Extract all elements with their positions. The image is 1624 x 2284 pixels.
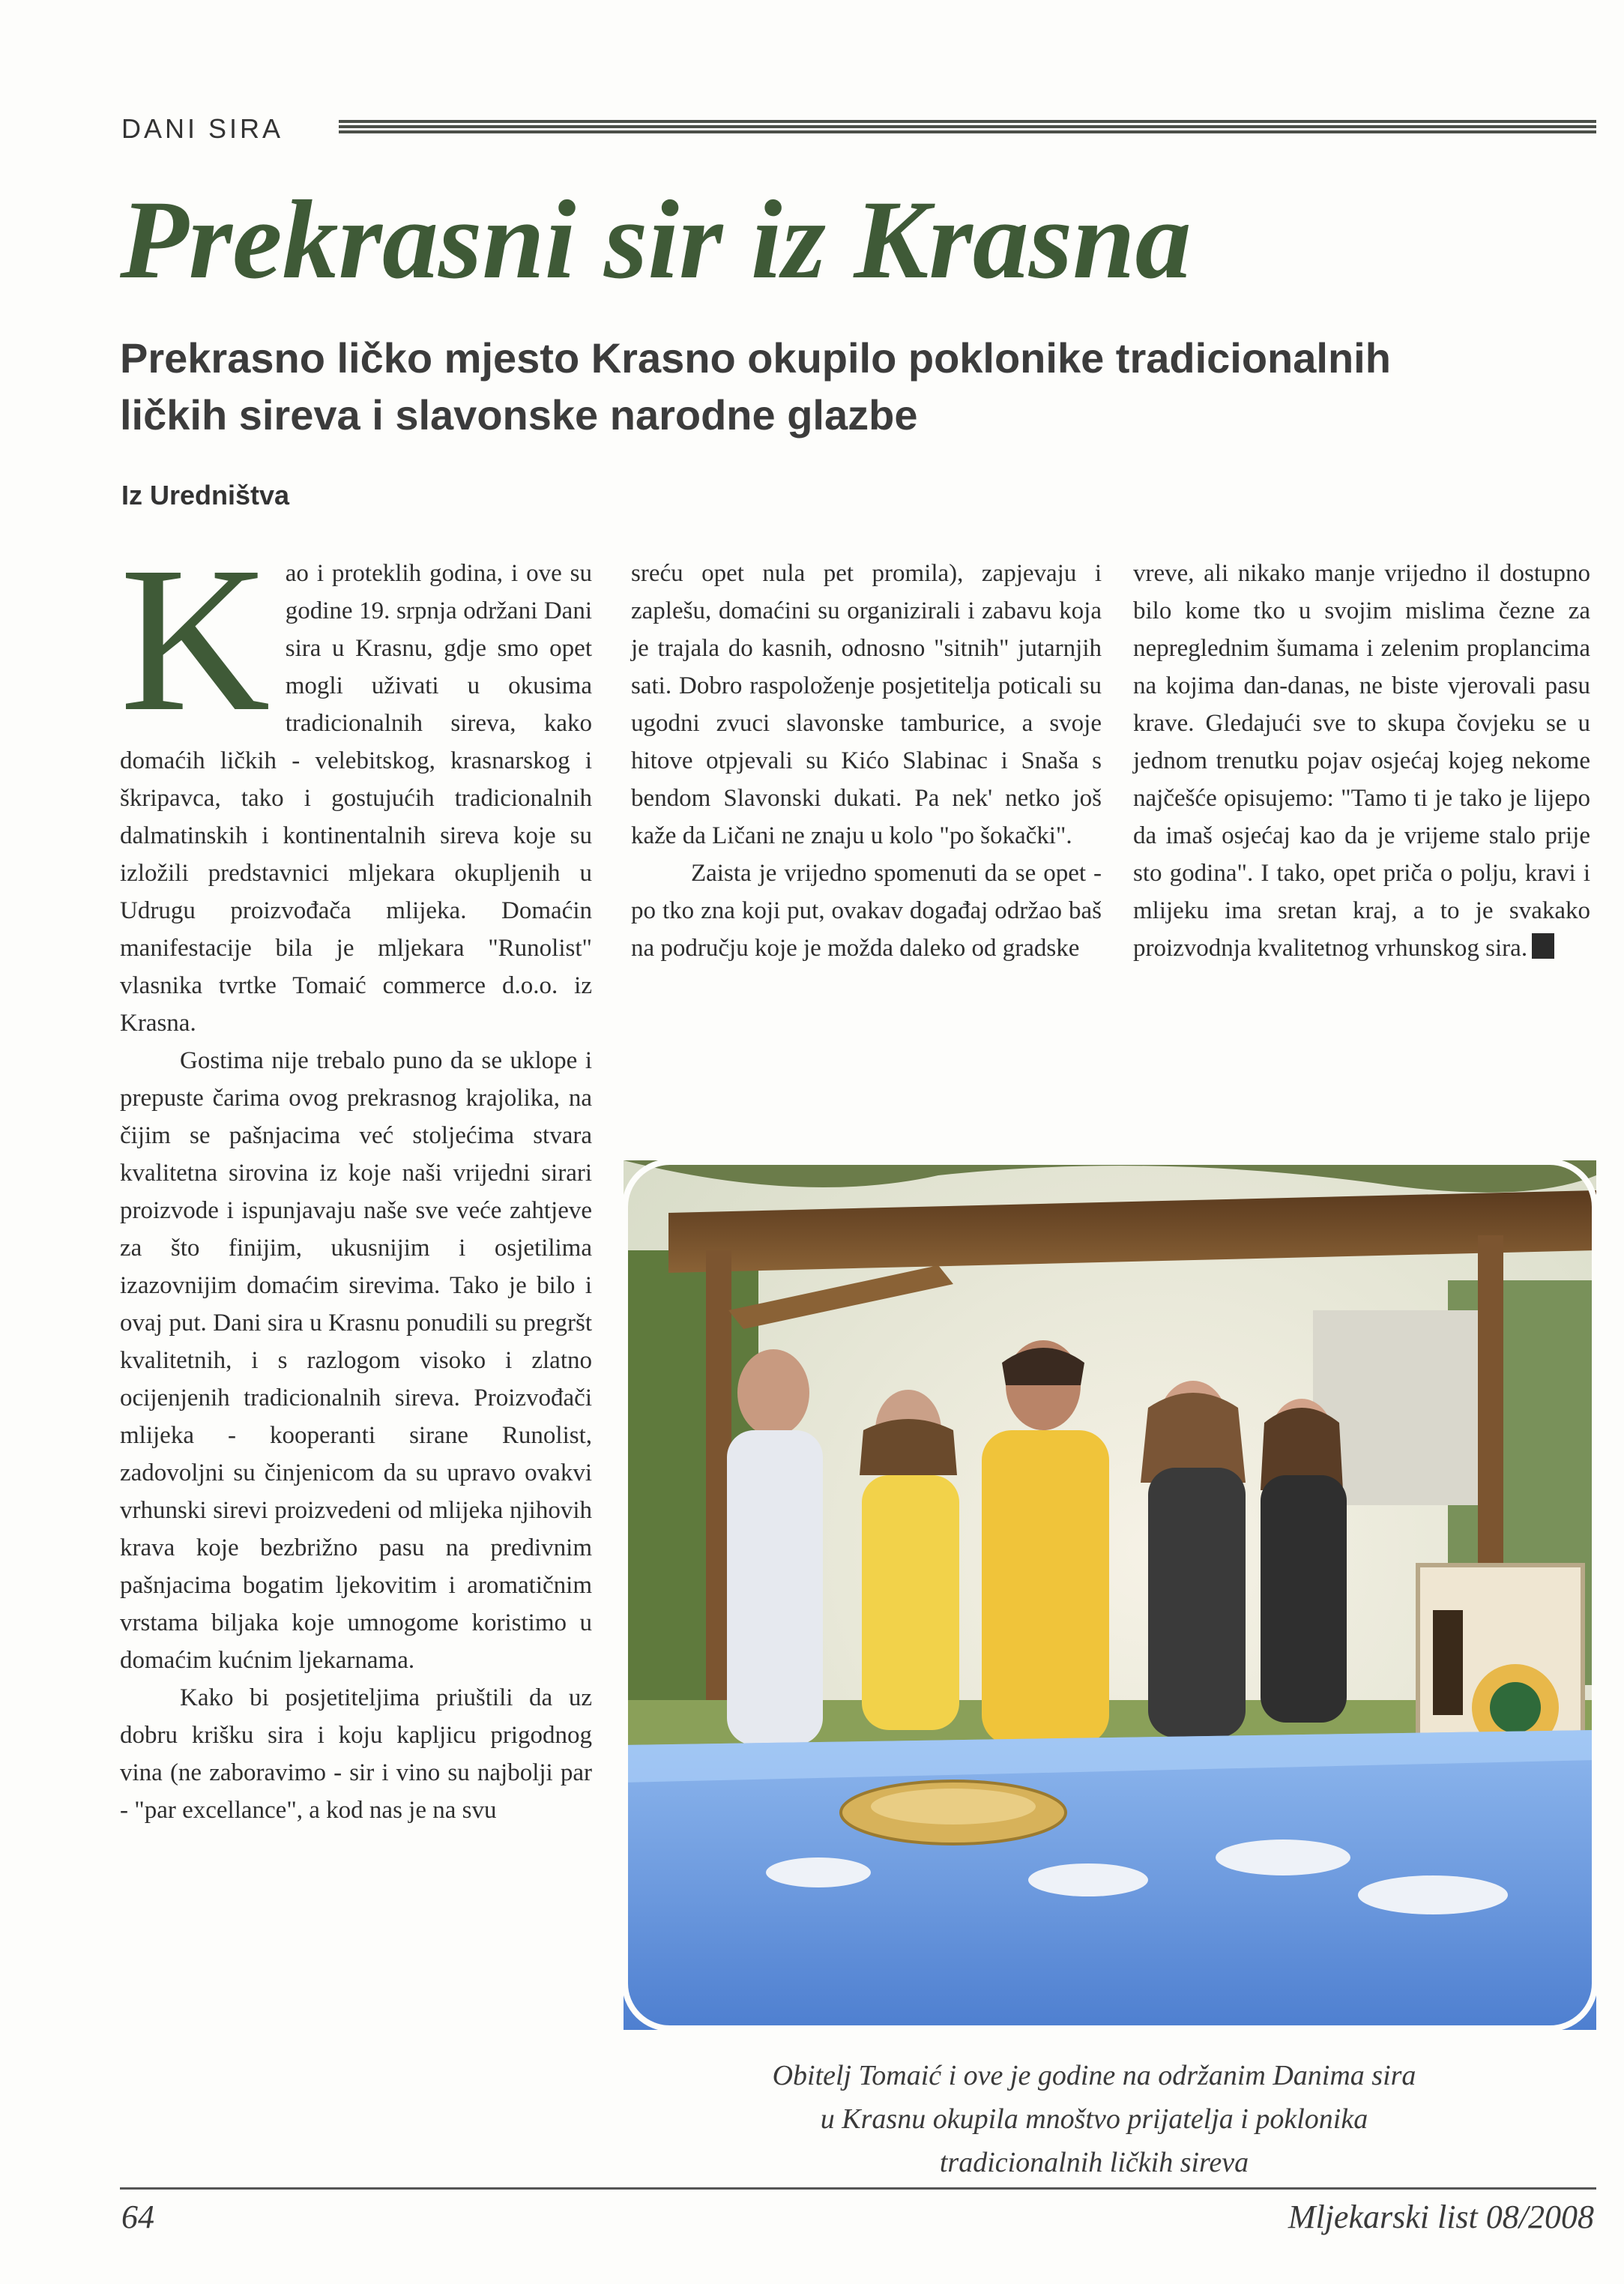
- article-title: Prekrasni sir iz Krasna: [120, 178, 1192, 302]
- caption-line-3: tradicionalnih ličkih sireva: [939, 2147, 1249, 2178]
- caption-line-1: Obitelj Tomaić i ove je godine na održanim Danima sira: [772, 2060, 1416, 2091]
- journal-name: Mljekarski list 08/2008: [1288, 2199, 1594, 2235]
- paragraph: sreću opet nula pet promila), zapjevaju i zaplešu, domaćini su organizirali i zabavu koja je trajala do kasnih, odnosno "sitnih" jutarnjih sati. Dobro raspoloženje posjetitelja poticali su ugodni zvuci slavonske tamburice, a svoje hitove otpjevali su Kićo Slabinac i Snaša s bendom Slavonski dukati. Pa nek' netko još kaže da Ličani ne znaju u kolo "po šokački".: [631, 560, 1102, 849]
- photo-caption: [659, 2054, 1529, 2184]
- drop-cap: K: [120, 524, 271, 755]
- end-mark-icon: [1532, 933, 1554, 959]
- subtitle-line-1: Prekrasno ličko mjesto Krasno okupilo poklonike tradicionalnih: [120, 334, 1391, 382]
- caption-line-2: u Krasnu okupila mnoštvo prijatelja i poklonika: [820, 2103, 1368, 2135]
- article-column-2: [631, 555, 1102, 967]
- section-header: [121, 112, 1596, 145]
- article-subtitle: [120, 330, 1544, 444]
- page-number: 64: [121, 2199, 154, 2235]
- section-label: DANI SIRA: [121, 113, 284, 144]
- paragraph: Zaista je vrijedno spomenuti da se opet - po tko zna koji put, ovakav događaj održao baš na području koje je možda daleko od gradske: [631, 860, 1102, 962]
- footer-rule: [120, 2187, 1596, 2190]
- article-photo: [624, 1160, 1596, 2030]
- paragraph: Kako bi posjetiteljima priuštili da uz dobru krišku sira i koju kapljicu prigodnog vina (ne zaboravimo - sir i vino su najbolji par - "par excellance", a kod nas je na svu: [120, 1684, 592, 1824]
- photo-cheese-stand: [624, 1160, 1596, 2030]
- article-column-1: [120, 524, 592, 1829]
- subtitle-line-2: ličkih sireva i slavonske narodne glazbe: [120, 391, 918, 439]
- paragraph: Gostima nije trebalo puno da se uklope i prepuste čarima ovog prekrasnog krajolika, na čijim se pašnjacima već stoljećima stvara kvalitetna sirovina iz koje naši vrijedni sirari proizvode i ispunjavaju naše sve veće zahtjeve za što finijim, ukusnijim i osjetilima izazovnijim domaćim sirevima. Tako je bilo i ovaj put. Dani sira u Krasnu ponudili su pregršt kvalitetnih, i s razlogom visoko i zlatno ocijenjenih tradicionalnih sireva. Proizvođači mlijeka - kooperanti sirane Runolist, zadovoljni su činjenicom da su upravo ovakvi vrhunski sirevi proizvedeni od mlijeka njihovih krava koje bezbrižno pasu na predivnim pašnjacima bogatim ljekovitim i aromatičnim vrstama biljaka koje umnogome koristimo u domaćim kućnim ljekarnama.: [120, 1047, 592, 1674]
- paragraph: Kao i proteklih godina, i ove su godine 19. srpnja održani Dani sira u Krasnu, gdje smo opet mogli uživati u okusima tradicionalnih sireva, kako domaćih ličkih - velebitskog, krasnarskog i škripavca, tako i gostujućih tradicionalnih dalmatinskih i kontinentalnih sireva koje su izložili predstavnici mljekara okupljenih u Udrugu proizvođača mlijeka. Domaćin manifestacije bila je mljekara "Runolist" vlasnika tvrtke Tomaić commerce d.o.o. iz Krasna.: [120, 524, 592, 1037]
- section-rule: [339, 120, 1596, 138]
- article-column-3: [1133, 555, 1590, 967]
- paragraph: vreve, ali nikako manje vrijedno il dostupno bilo kome tko u svojim mislima čezne za nepreglednim šumama i zelenim proplancima na kojima dan-danas, ne biste vjerovali pasu krave. Gledajući sve to skupa čovjeku se u jednom trenutku pojav osjećaj kojeg nekome najčešće opisujemo: "Tamo ti je tako je lijepo da imaš osjećaj kao da je vrijeme stalo prije sto godina". I tako, opet priča o polju, kravi i mlijeku ima sretan kraj, a to je svakako proizvodnja kvalitetnog vrhunskog sira.: [1133, 560, 1590, 962]
- byline: Iz Uredništva: [121, 480, 290, 510]
